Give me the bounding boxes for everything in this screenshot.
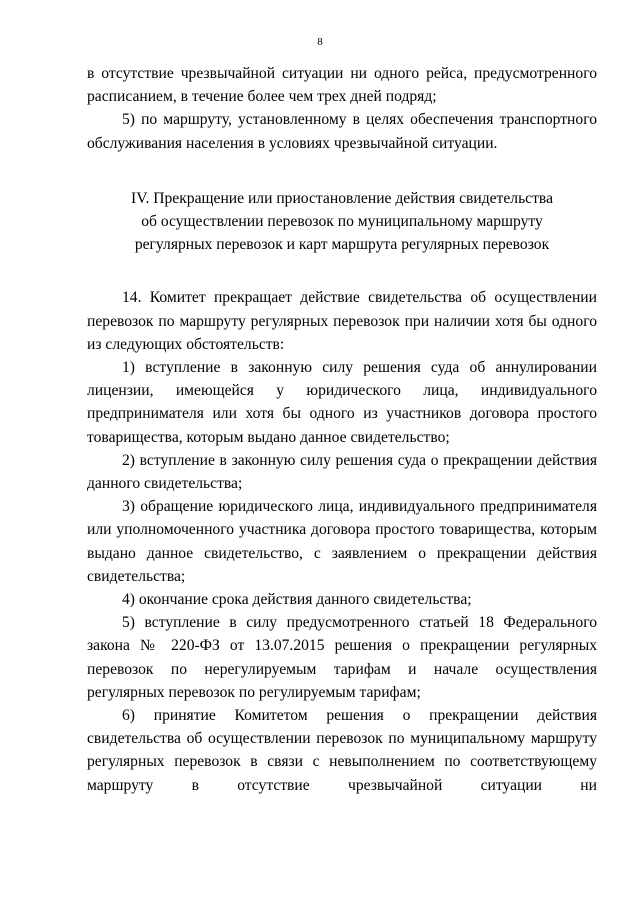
document-body	[87, 62, 597, 797]
continuation-line-2: расписанием, в течение более чем трех дней подряд;	[87, 88, 437, 106]
list-item-5: 5) вступление в силу предусмотренного статьей 18 Федерального закона № 220-ФЗ от 13.07.2015 решения о прекращении регулярных перевозок по нерегулируемым тарифам и начале осуществления регулярных перевозок по регулируемым тарифам;	[87, 614, 597, 701]
section-heading-line-2: об осуществлении перевозок по муниципальному маршруту	[141, 213, 543, 231]
spacer	[87, 256, 597, 286]
list-item-4: 4) окончание срока действия данного свидетельства;	[122, 591, 472, 609]
continuation-line-1: в отсутствие чрезвычайной ситуации ни одного рейса, предусмотренного	[87, 65, 597, 82]
list-item-2: 2) вступление в законную силу решения суда о прекращении действия данного свидетельства;	[87, 451, 597, 493]
list-item-6: 6) принятие Комитетом решения о прекращении действия свидетельства об осуществлении перевозок по муниципальному маршруту регулярных перевозок в связи с невыполнением по соответствующему маршруту в отсутствие чрезвычайной ситуации ни	[87, 707, 597, 794]
section-heading-line-3: регулярных перевозок и карт маршрута регулярных перевозок	[134, 236, 550, 254]
page-number: 8	[317, 36, 323, 48]
section-heading-line-1: IV. Прекращение или приостановление действия свидетельства	[131, 189, 553, 207]
list-item-3: 3) обращение юридического лица, индивидуального предпринимателя или уполномоченного участника договора простого товарищества, которым выдано данное свидетельство, с заявлением о прекращении действия свидетельства;	[87, 498, 597, 585]
spacer	[87, 155, 597, 187]
list-item-1: 1) вступление в законную силу решения суда об аннулировании лицензии, имеющейся у юридического лица, индивидуального предпринимателя или хотя бы одного из участников договора простого товарищества, которым выдано данное свидетельство;	[87, 359, 597, 446]
item-5-transport-emergency: 5) по маршруту, установленному в целях обеспечения транспортного обслуживания населения в условиях чрезвычайной ситуации.	[87, 111, 597, 152]
paragraph-14: 14. Комитет прекращает действие свидетельства об осуществлении перевозок по маршруту регулярных перевозок при наличии хотя бы одного из следующих обстоятельств:	[87, 289, 597, 353]
